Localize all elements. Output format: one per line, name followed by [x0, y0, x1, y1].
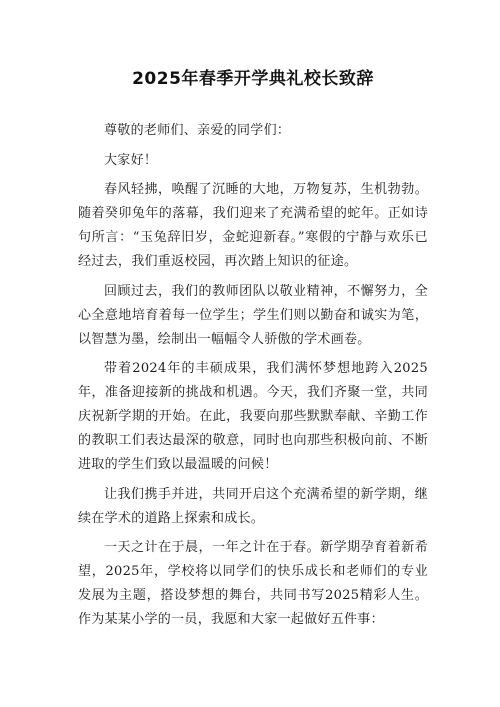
paragraph-five-things: 一天之计在于晨，一年之计在于春。新学期孕育着新希望，2025年，学校将以同学们的快乐成长和老师们的专业发展为主题，搭设梦想的舞台，共同书写2025精彩人生。作为某某小学的一员，我愿和大家一起做好五件事：	[78, 540, 428, 627]
paragraph-new-year: 带着2024年的丰硕成果，我们满怀梦想地跨入2025年，准备迎接新的挑战和机遇。今天，我们齐聚一堂，共同庆祝新学期的开始。在此，我要向那些默默奉献、辛勤工作的教职工们表达最深的敬意，同时也向那些积极向前、不断进取的学生们致以最温暖的问候！	[78, 361, 428, 472]
paragraph-hand-in-hand: 让我们携手并进，共同开启这个充满希望的新学期，继续在学术的道路上探索和成长。	[78, 486, 428, 526]
paragraph-review-past: 回顾过去，我们的教师团队以敬业精神，不懈努力，全心全意地培育着每一位学生；学生们则以勤奋和诚实为笔，以智慧为墨，绘制出一幅幅令人骄傲的学术画卷。	[78, 283, 428, 347]
document-body	[78, 119, 428, 632]
document-title: 2025年春季开学典礼校长致辞	[132, 69, 374, 89]
paragraph-spring-opening: 春风轻拂，唤醒了沉睡的大地，万物复苏，生机勃勃。随着癸卯兔年的落幕，我们迎来了充满希望的蛇年。正如诗句所言：“玉兔辞旧岁，金蛇迎新春。”寒假的宁静与欢乐已经过去，我们重返校园，再次踏上知识的征途。	[78, 182, 428, 269]
paragraph-salutation: 尊敬的老师们、亲爱的同学们：	[104, 123, 291, 138]
paragraph-greeting: 大家好！	[104, 152, 158, 168]
